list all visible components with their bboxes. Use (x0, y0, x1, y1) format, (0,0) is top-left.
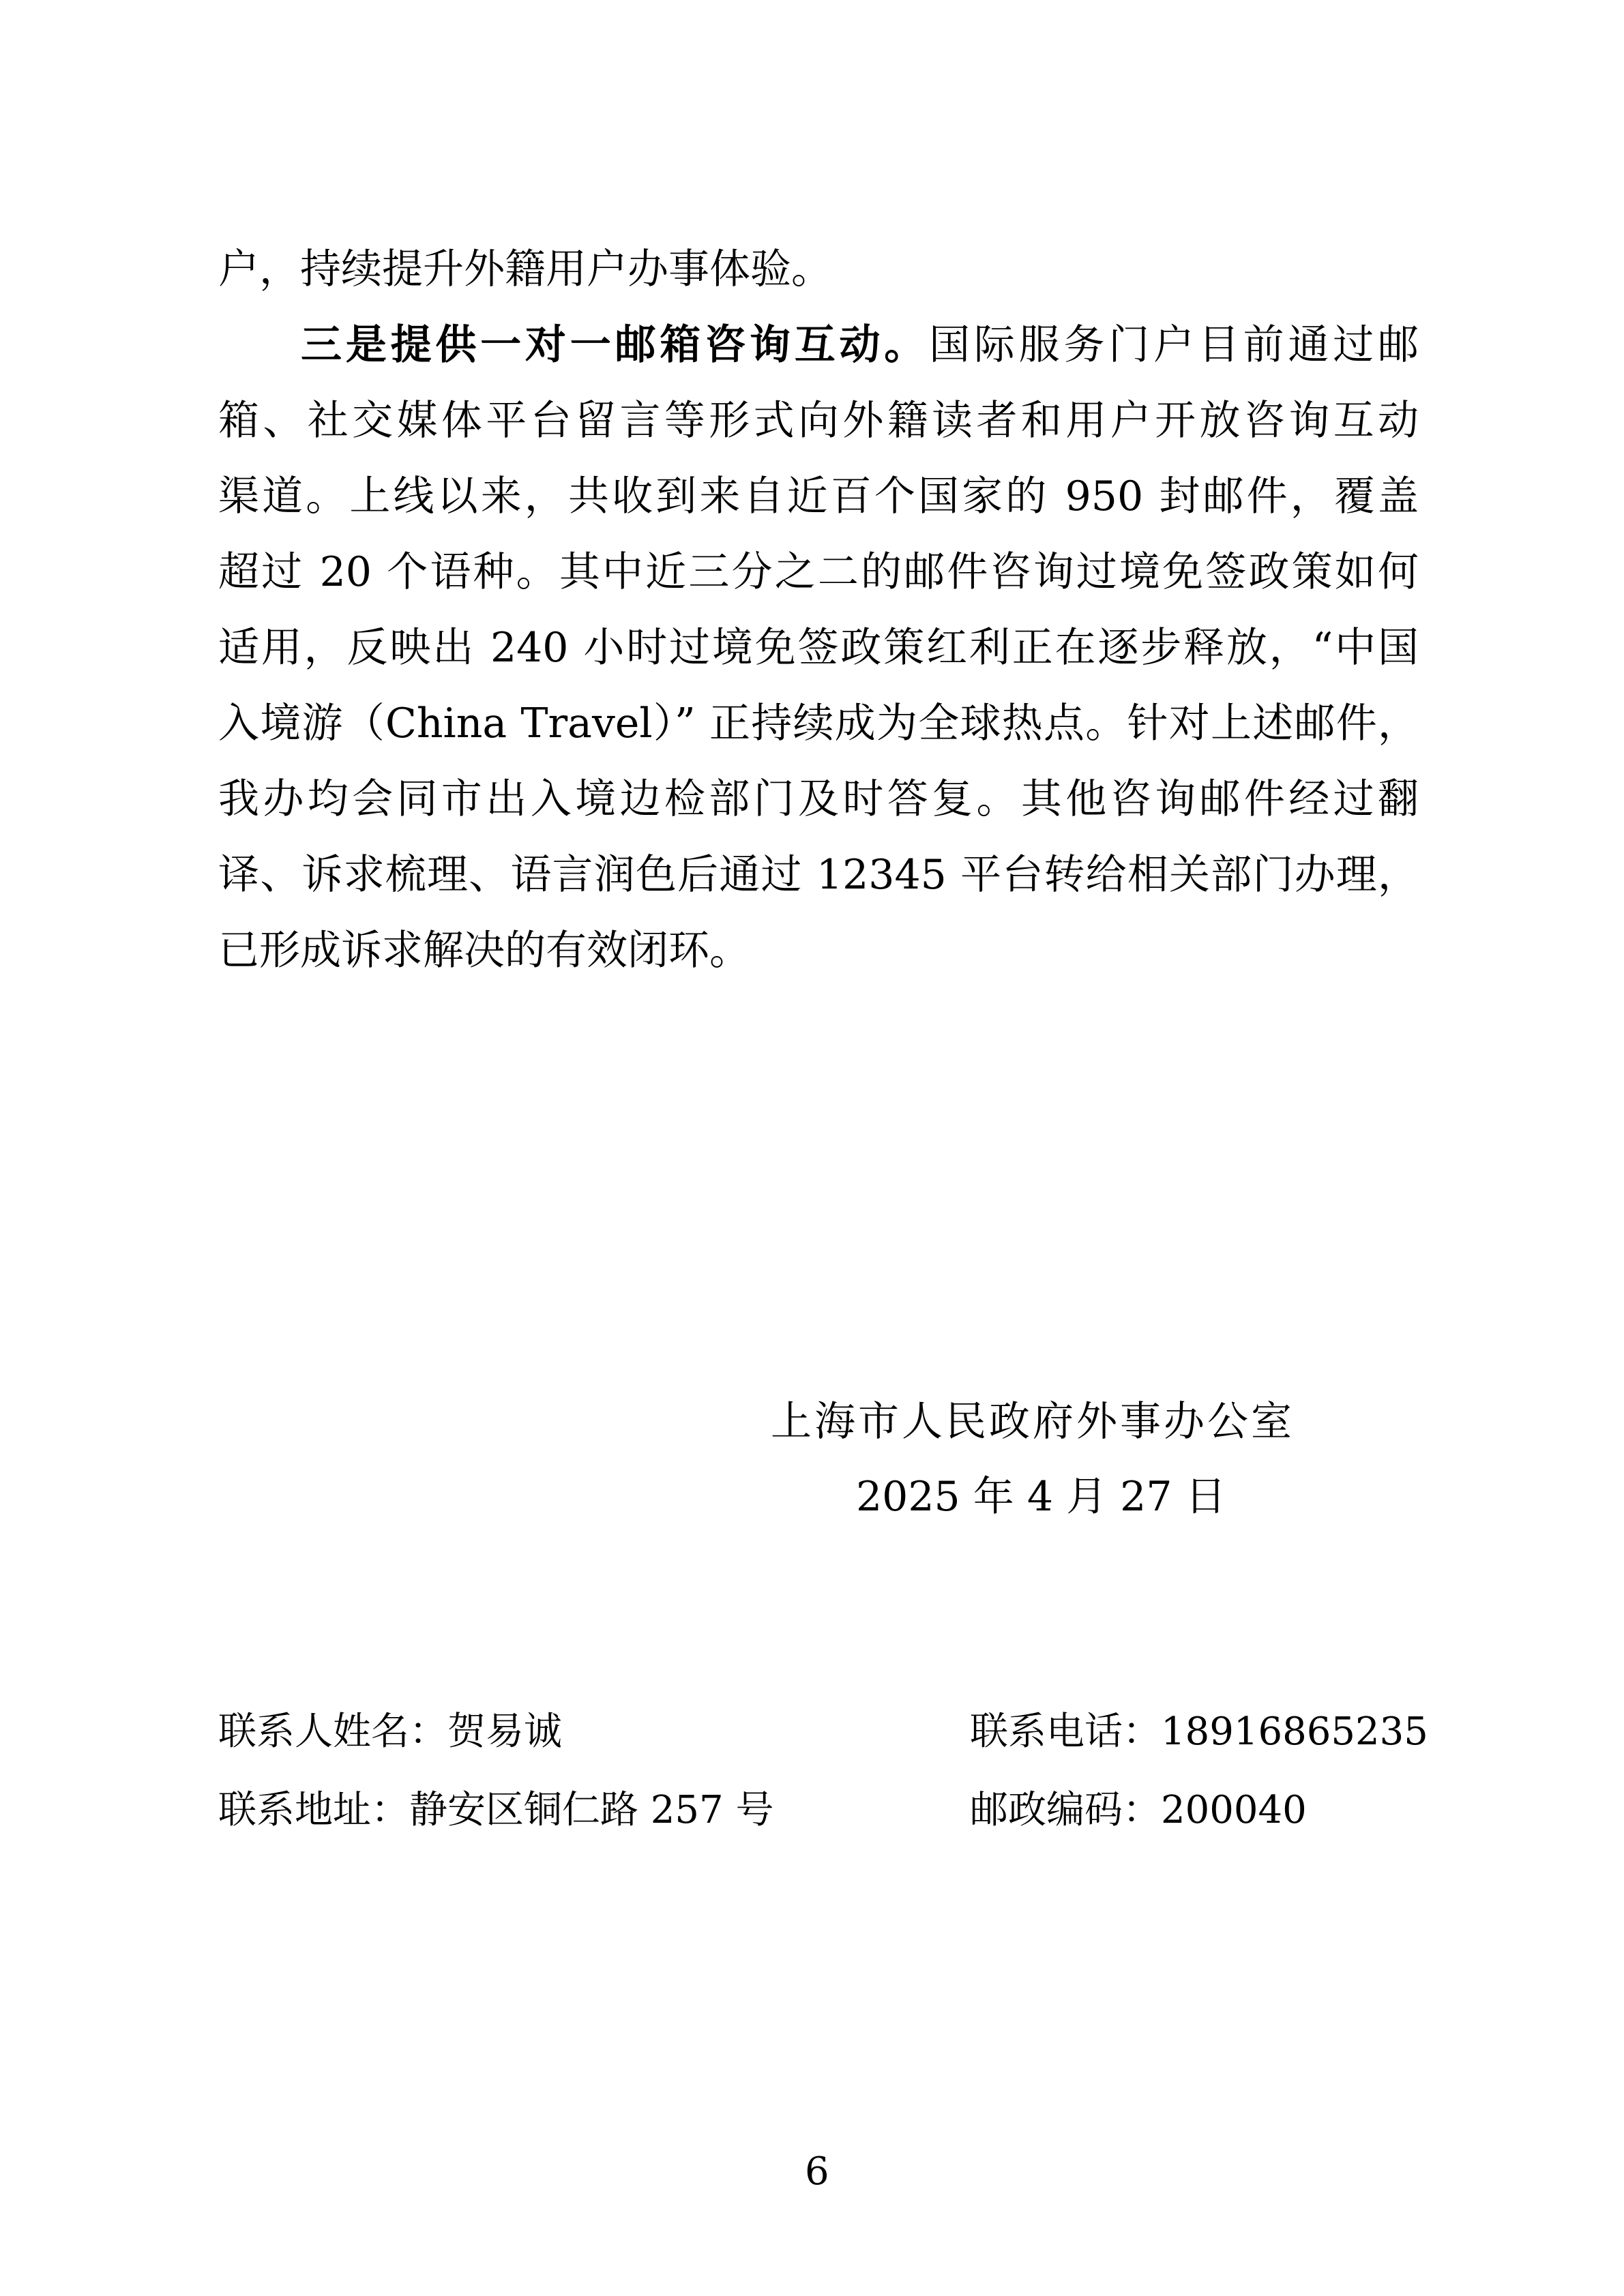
contact-name-value: 贺易诚 (447, 1710, 562, 1754)
contact-postcode (970, 1783, 1307, 1838)
contact-name-label: 联系人姓名： (218, 1710, 447, 1754)
contact-postcode-value: 200040 (1161, 1788, 1307, 1832)
section-heading: 三是提供一对一邮箱咨询互动。 (301, 321, 930, 369)
signature-organization: 上海市人民政府外事办公室 (771, 1398, 1295, 1446)
paragraph-line: 入境游（China Travel）” 正持续成为全球热点。针对上述邮件， (218, 700, 1419, 747)
contact-phone-value: 18916865235 (1161, 1710, 1428, 1754)
paragraph-line: 适用，反映出 240 小时过境免签政策红利正在逐步释放，“中国 (218, 624, 1419, 672)
paragraph-line: 箱、社交媒体平台留言等形式向外籍读者和用户开放咨询互动 (218, 397, 1419, 445)
paragraph-line (218, 308, 1419, 383)
paragraph-line: 渠道。上线以来，共收到来自近百个国家的 950 封邮件，覆盖 (218, 473, 1419, 520)
paragraph-line: 户，持续提升外籍用户办事体验。 (218, 245, 832, 293)
paragraph-line: 译、诉求梳理、语言润色后通过 12345 平台转给相关部门办理， (218, 851, 1419, 899)
paragraph-line: 超过 20 个语种。其中近三分之二的邮件咨询过境免签政策如何 (218, 548, 1419, 596)
contact-name (218, 1705, 562, 1759)
signature-date: 2025 年 4 月 27 日 (856, 1473, 1226, 1521)
paragraph-line: 我办均会同市出入境边检部门及时答复。其他咨询邮件经过翻 (218, 775, 1419, 823)
page-number: 6 (805, 2149, 829, 2194)
contact-phone-label: 联系电话： (970, 1710, 1161, 1754)
contact-address-label: 联系地址： (218, 1788, 409, 1832)
body-text (218, 232, 1419, 989)
paragraph-line: 已形成诉求解决的有效闭环。 (218, 927, 750, 974)
contact-postcode-label: 邮政编码： (970, 1788, 1161, 1832)
paragraph-text: 国际服务门户目前通过邮 (929, 321, 1419, 369)
contact-phone (970, 1705, 1428, 1759)
contact-address-value: 静安区铜仁路 257 号 (409, 1788, 774, 1832)
contact-address (218, 1783, 774, 1838)
